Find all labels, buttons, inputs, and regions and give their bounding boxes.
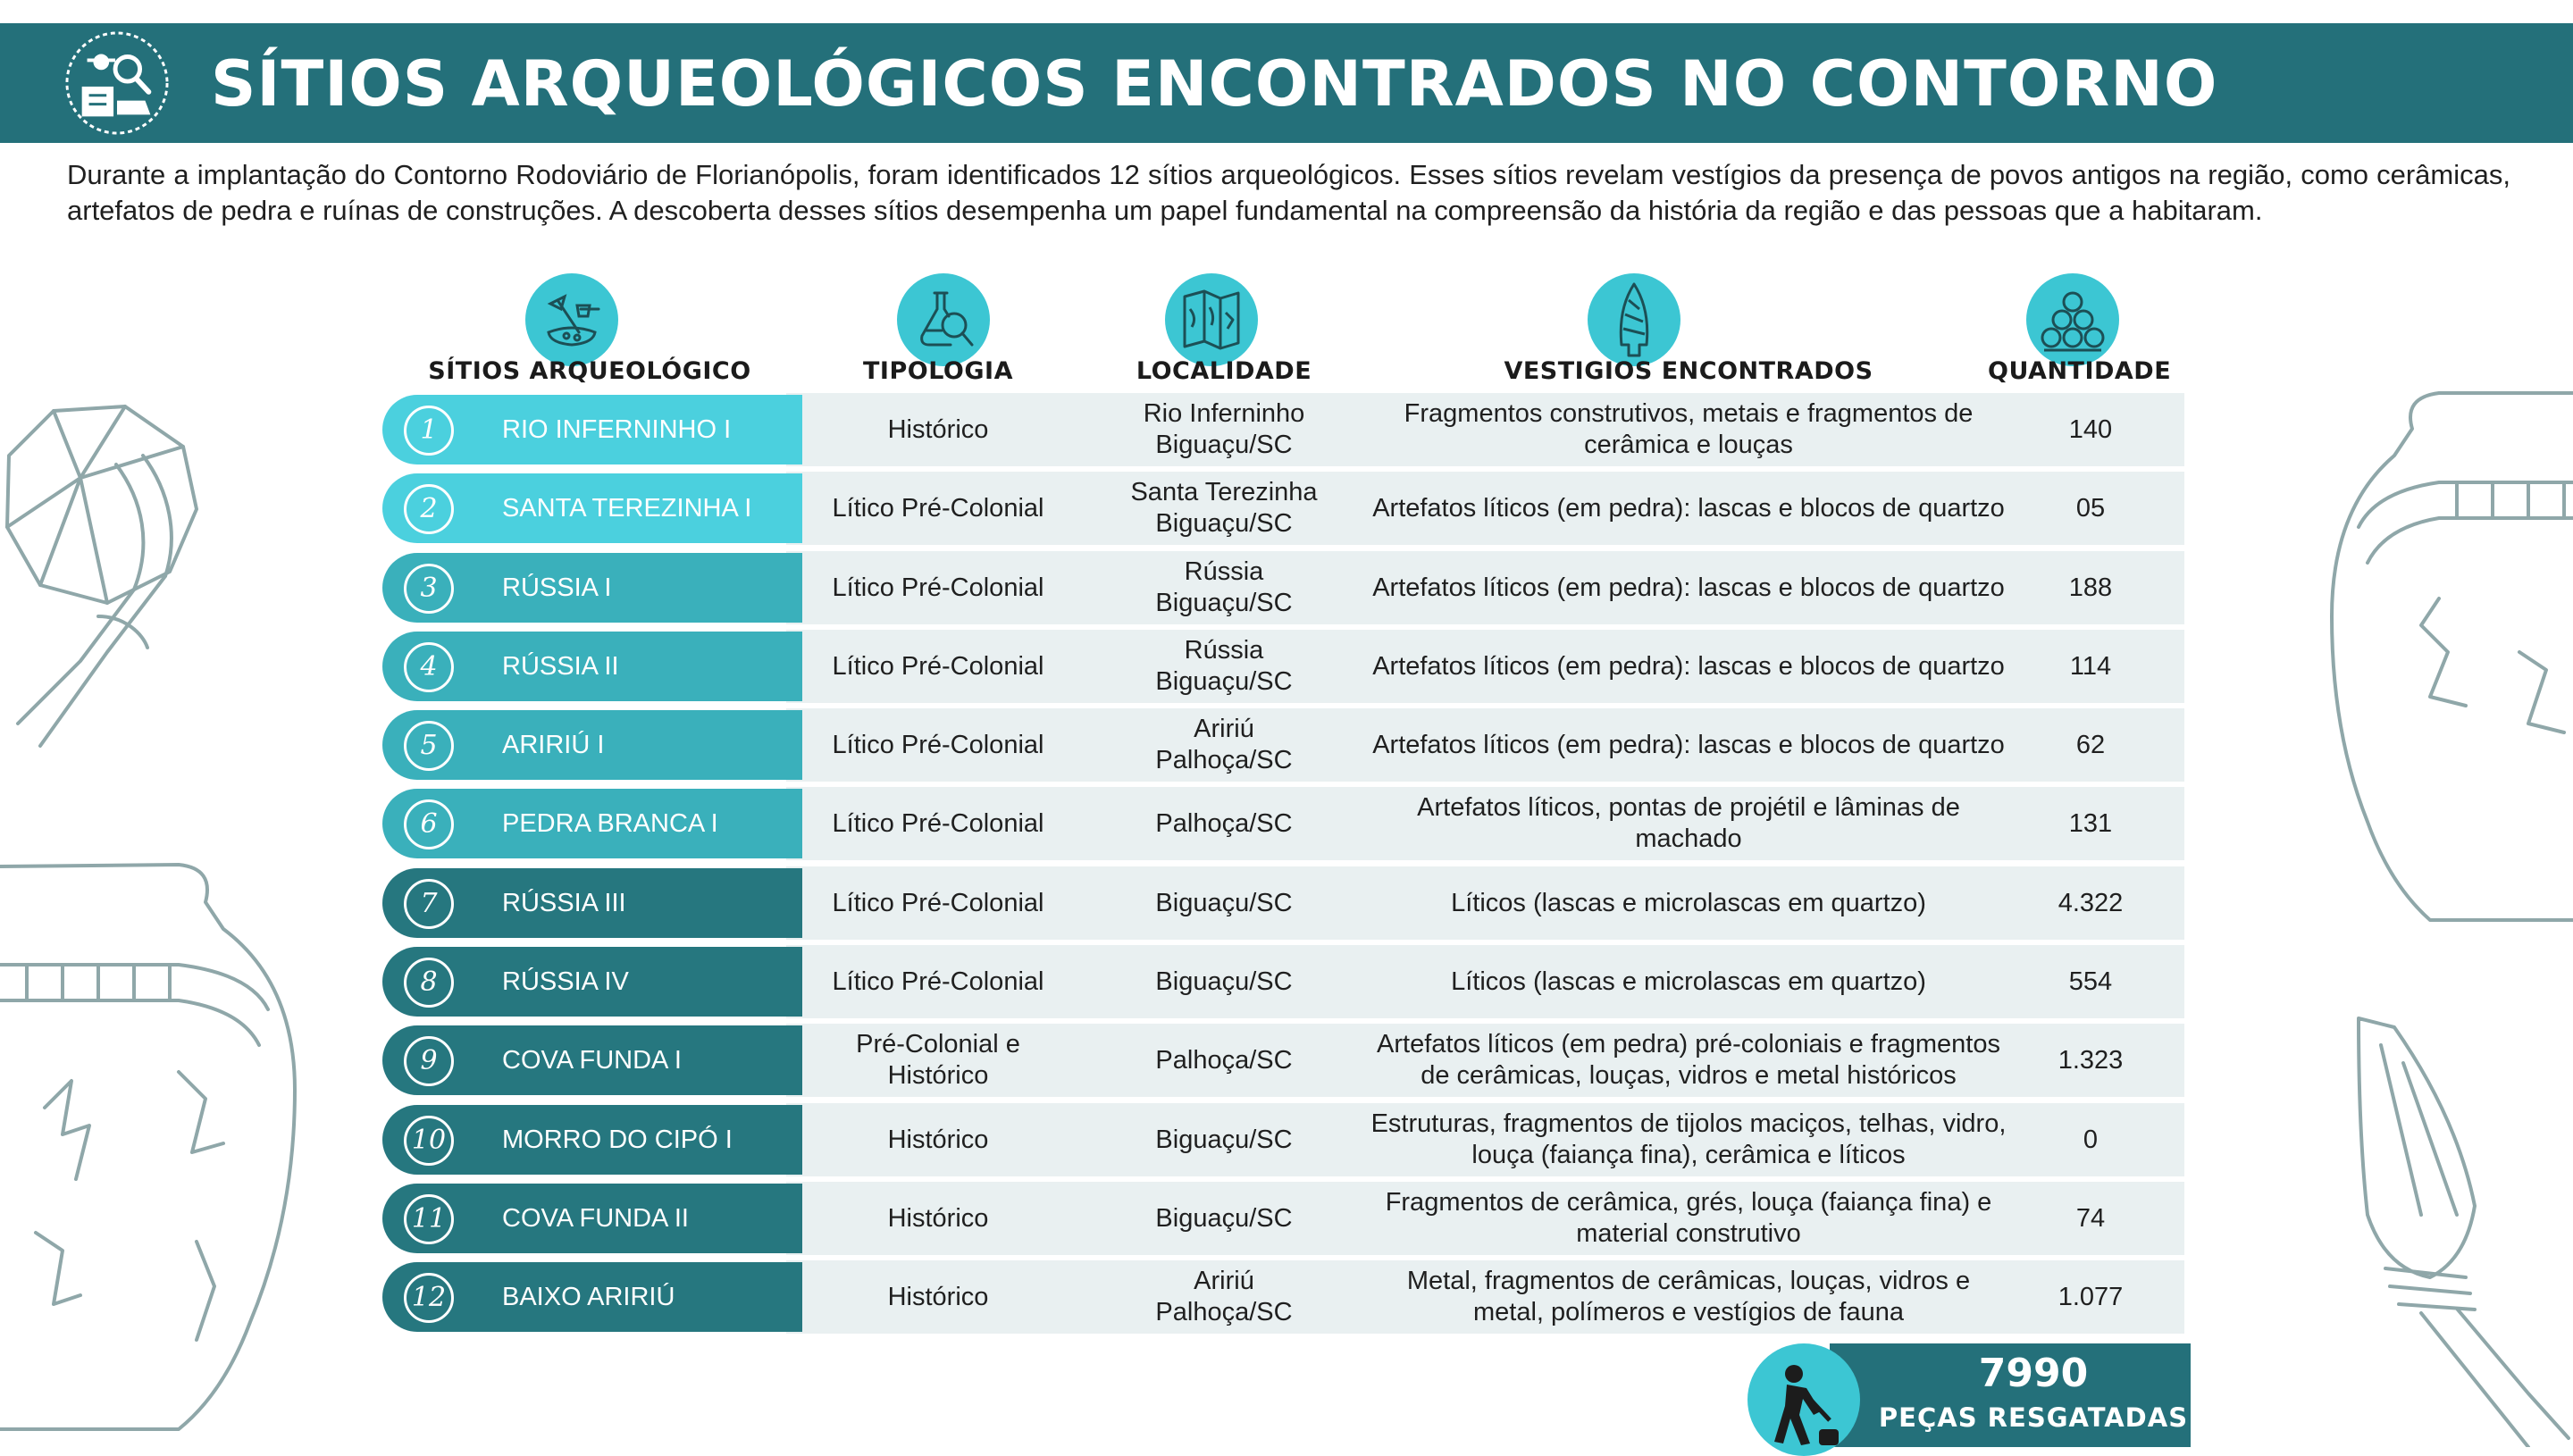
vestigios-cell [1349, 708, 2028, 782]
localidade-cell [1090, 1103, 1358, 1176]
vestigios-cell-text: Fragmentos de cerâmica, grés, louça (faiança fina) e material construtivo [1385, 1188, 1992, 1248]
tipologia-cell [804, 1182, 1072, 1255]
table-row [0, 630, 2573, 703]
vestigios-cell [1349, 1103, 2028, 1176]
quantidade-cell-text: 4.322 [2058, 888, 2124, 917]
site-number: 3 [404, 564, 454, 614]
site-number: 2 [404, 484, 454, 534]
tipologia-cell-text: Lítico Pré-Colonial [832, 808, 1044, 838]
site-name: RIO INFERNINHO I [502, 415, 732, 444]
tipologia-cell-text: Lítico Pré-Colonial [832, 888, 1044, 917]
tipologia-cell-text: Lítico Pré-Colonial [832, 651, 1044, 681]
localidade-cell-text: Palhoça/SC [1155, 1045, 1293, 1075]
localidade-cell [1090, 551, 1358, 624]
quantidade-cell [2010, 708, 2171, 782]
column-header-localidade: LOCALIDADE [1136, 357, 1312, 385]
localidade-cell [1090, 472, 1358, 545]
vestigios-cell-text: Artefatos líticos, pontas de projétil e lâminas de machado [1417, 793, 1960, 853]
vestigios-cell-text: Artefatos líticos (em pedra): lascas e blocos de quartzo [1372, 730, 2005, 759]
site-name: RÚSSIA II [502, 652, 619, 681]
quantidade-cell-text: 1.323 [2058, 1045, 2124, 1075]
site-pill [382, 632, 802, 701]
site-pill [382, 473, 802, 543]
vestigios-cell [1349, 866, 2028, 940]
quantidade-cell [2010, 1024, 2171, 1097]
vestigios-cell-text: Fragmentos construtivos, metais e fragmentos de cerâmica e louças [1404, 399, 1974, 459]
total-count: 7990 [1978, 1351, 2089, 1396]
site-number: 7 [404, 879, 454, 929]
site-number: 11 [404, 1194, 454, 1244]
localidade-cell [1090, 1260, 1358, 1334]
site-number: 4 [404, 642, 454, 692]
table-row [0, 1103, 2573, 1176]
tipologia-cell [804, 551, 1072, 624]
column-header-quantidade: QUANTIDADE [1988, 357, 2172, 385]
site-pill [382, 789, 802, 858]
site-pill [382, 1184, 802, 1253]
quantidade-cell [2010, 393, 2171, 466]
vestigios-cell [1349, 1024, 2028, 1097]
localidade-cell [1090, 630, 1358, 703]
localidade-cell [1090, 787, 1358, 860]
quantidade-cell-text: 1.077 [2058, 1282, 2124, 1311]
column-header-tipologia: TIPOLOGIA [862, 357, 1013, 385]
table-row [0, 708, 2573, 782]
stacked-pots-icon [2026, 273, 2119, 366]
site-name: COVA FUNDA I [502, 1046, 682, 1075]
localidade-cell-text: Rússia Biguaçu/SC [1155, 636, 1293, 696]
site-number: 1 [404, 406, 454, 456]
arrowhead-icon [1588, 273, 1680, 366]
table-row [0, 866, 2573, 940]
quantidade-cell-text: 188 [2068, 573, 2113, 602]
site-pill [382, 1262, 802, 1332]
quantidade-cell-text: 74 [2075, 1203, 2106, 1233]
quantidade-cell-text: 114 [2069, 651, 2112, 681]
map-icon [1165, 273, 1258, 366]
vestigios-cell-text: Artefatos líticos (em pedra): lascas e blocos de quartzo [1372, 651, 2005, 681]
site-pill [382, 553, 802, 623]
localidade-cell [1090, 1024, 1358, 1097]
table-row [0, 393, 2573, 466]
site-pill [382, 1025, 802, 1095]
vestigios-cell [1349, 551, 2028, 624]
site-pill [382, 395, 802, 464]
quantidade-cell [2010, 472, 2171, 545]
tipologia-cell [804, 1024, 1072, 1097]
site-name: SANTA TEREZINHA I [502, 494, 752, 523]
tipologia-cell [804, 1103, 1072, 1176]
vestigios-cell [1349, 1260, 2028, 1334]
quantidade-cell [2010, 551, 2171, 624]
tipologia-cell-text: Lítico Pré-Colonial [832, 966, 1044, 996]
vestigios-cell-text: Estruturas, fragmentos de tijolos maciços, telhas, vidro, louça (faiança fina), cerâmica e líticos [1370, 1109, 2007, 1169]
tipologia-cell [804, 787, 1072, 860]
localidade-cell [1090, 708, 1358, 782]
site-name: PEDRA BRANCA I [502, 809, 718, 838]
quantidade-cell-text: 140 [2068, 414, 2113, 444]
quantidade-cell-text: 131 [2068, 808, 2113, 838]
tipologia-cell [804, 1260, 1072, 1334]
site-number: 6 [404, 799, 454, 849]
quantidade-cell [2010, 1103, 2171, 1176]
localidade-cell-text: Biguaçu/SC [1155, 888, 1293, 917]
quantidade-cell [2010, 1182, 2171, 1255]
tipologia-cell-text: Histórico [887, 1125, 989, 1154]
tipologia-cell-text: Pré-Colonial e Histórico [856, 1030, 1020, 1090]
table-row [0, 1182, 2573, 1255]
page-title: SÍTIOS ARQUEOLÓGICOS ENCONTRADOS NO CONTORNO [211, 47, 2218, 121]
tipologia-cell [804, 708, 1072, 782]
localidade-cell-text: Palhoça/SC [1155, 808, 1293, 838]
site-name: RÚSSIA IV [502, 967, 629, 996]
tipologia-cell-text: Lítico Pré-Colonial [832, 730, 1044, 759]
site-name: COVA FUNDA II [502, 1204, 689, 1233]
tipologia-cell-text: Histórico [887, 414, 989, 444]
tipologia-cell [804, 472, 1072, 545]
tipologia-cell-text: Histórico [887, 1203, 989, 1233]
site-name: BAIXO ARIRIÚ [502, 1283, 675, 1311]
localidade-cell [1090, 1182, 1358, 1255]
total-label: PEÇAS RESGATADAS [1878, 1402, 2189, 1433]
quantidade-cell [2010, 630, 2171, 703]
excavation-icon [525, 273, 618, 366]
vestigios-cell [1349, 472, 2028, 545]
table-row [0, 1260, 2573, 1334]
site-number: 5 [404, 721, 454, 771]
site-name: RÚSSIA I [502, 573, 612, 602]
quantidade-cell [2010, 945, 2171, 1018]
intro-paragraph: Durante a implantação do Contorno Rodoviário de Florianópolis, foram identificados 12 sítios arqueológicos. Esses sítios revelam vestígios da presença de povos antigos na região, como cerâmicas, artefatos de pedra e ruínas de construções. A descoberta desses sítios desempenha um papel fundamental na compreensão da história da região e das pessoas que a habitaram. [67, 159, 2510, 226]
digging-person-icon [1747, 1343, 1860, 1456]
site-name: RÚSSIA III [502, 889, 626, 917]
archaeology-icon [64, 30, 170, 136]
tipologia-cell [804, 945, 1072, 1018]
quantidade-cell [2010, 1260, 2171, 1334]
quantidade-cell-text: 0 [2083, 1125, 2099, 1154]
vestigios-cell [1349, 1182, 2028, 1255]
tipologia-cell-text: Histórico [887, 1282, 989, 1311]
quantidade-cell [2010, 866, 2171, 940]
localidade-cell [1090, 866, 1358, 940]
site-pill [382, 710, 802, 780]
vestigios-cell-text: Artefatos líticos (em pedra): lascas e blocos de quartzo [1372, 493, 2005, 523]
column-header-vestigios: VESTIGIOS ENCONTRADOS [1504, 357, 1873, 385]
table-row [0, 551, 2573, 624]
vestigios-cell [1349, 393, 2028, 466]
vestigios-cell [1349, 945, 2028, 1018]
localidade-cell [1090, 945, 1358, 1018]
table-row [0, 472, 2573, 545]
vestigios-cell-text: Artefatos líticos (em pedra) pré-coloniais e fragmentos de cerâmicas, louças, vidros e metal históricos [1377, 1030, 2000, 1090]
vestigios-cell [1349, 787, 2028, 860]
table-row [0, 787, 2573, 860]
table-row [0, 945, 2573, 1018]
site-number: 8 [404, 958, 454, 1008]
site-name: MORRO DO CIPÓ I [502, 1125, 733, 1154]
title-banner [0, 23, 2573, 143]
vestigios-cell-text: Líticos (lascas e microlascas em quartzo) [1451, 966, 1926, 996]
site-name: ARIRIÚ I [502, 731, 605, 759]
vestigios-cell-text: Metal, fragmentos de cerâmicas, louças, vidros e metal, polímeros e vestígios de fauna [1406, 1267, 1971, 1326]
localidade-cell-text: Aririú Palhoça/SC [1155, 715, 1293, 774]
site-number: 10 [404, 1116, 454, 1166]
quantidade-cell-text: 554 [2068, 966, 2113, 996]
site-pill [382, 868, 802, 938]
quantidade-cell-text: 05 [2075, 493, 2106, 523]
table-row [0, 1024, 2573, 1097]
tipologia-cell-text: Lítico Pré-Colonial [832, 573, 1044, 602]
site-pill [382, 947, 802, 1017]
tipologia-cell [804, 393, 1072, 466]
localidade-cell-text: Rio Inferninho Biguaçu/SC [1143, 399, 1305, 459]
localidade-cell-text: Biguaçu/SC [1155, 1203, 1293, 1233]
site-number: 12 [404, 1273, 454, 1323]
site-number: 9 [404, 1036, 454, 1086]
localidade-cell-text: Biguaçu/SC [1155, 1125, 1293, 1154]
vestigios-cell-text: Líticos (lascas e microlascas em quartzo) [1451, 888, 1926, 917]
tipologia-cell [804, 630, 1072, 703]
vestigios-cell-text: Artefatos líticos (em pedra): lascas e blocos de quartzo [1372, 573, 2005, 602]
tipologia-cell [804, 866, 1072, 940]
localidade-cell [1090, 393, 1358, 466]
quantidade-cell-text: 62 [2075, 730, 2106, 759]
localidade-cell-text: Santa Terezinha Biguaçu/SC [1130, 478, 1318, 538]
localidade-cell-text: Aririú Palhoça/SC [1155, 1267, 1293, 1326]
tipologia-cell-text: Lítico Pré-Colonial [832, 493, 1044, 523]
column-header-sites: SÍTIOS ARQUEOLÓGICO [428, 357, 751, 385]
quantidade-cell [2010, 787, 2171, 860]
flask-magnifier-icon [897, 273, 990, 366]
vestigios-cell [1349, 630, 2028, 703]
site-pill [382, 1105, 802, 1175]
localidade-cell-text: Biguaçu/SC [1155, 966, 1293, 996]
localidade-cell-text: Rússia Biguaçu/SC [1155, 557, 1293, 617]
